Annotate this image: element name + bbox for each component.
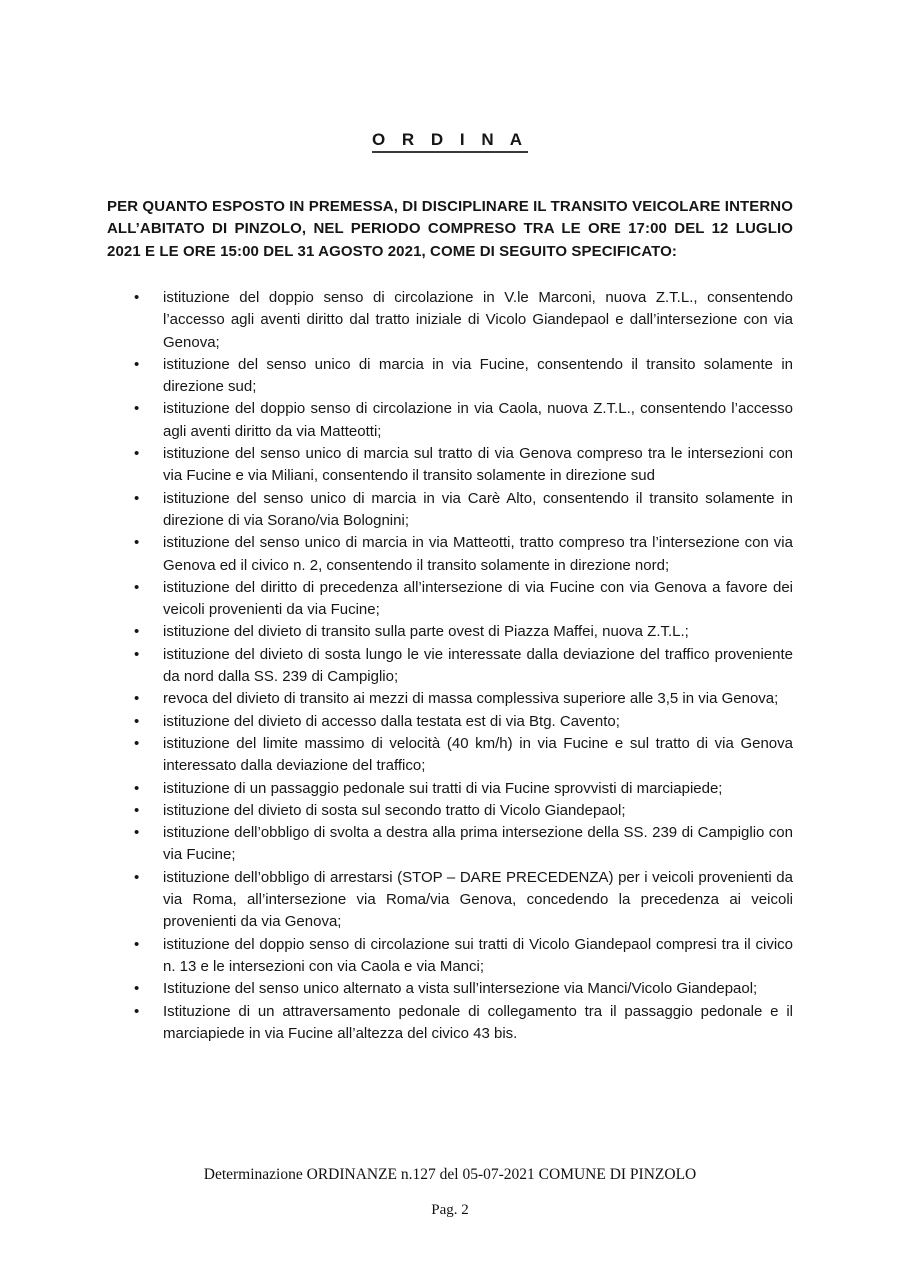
list-item: • istituzione del divieto di transito sulla parte ovest di Piazza Maffei, nuova Z.T.L.; bbox=[107, 621, 793, 643]
list-item: • istituzione del divieto di sosta lungo le vie interessate dalla deviazione del traffico proveniente da nord dalla SS. 239 di Campiglio; bbox=[107, 644, 793, 689]
list-item: • istituzione del doppio senso di circolazione in V.le Marconi, nuova Z.T.L., consentendo l’accesso agli aventi diritto dal tratto iniziale di Vicolo Giandepaol e dall’intersezione con via Genova; bbox=[107, 287, 793, 354]
list-item: • istituzione del limite massimo di velocità (40 km/h) in via Fucine e sul tratto di via Genova interessato dalla deviazione del traffico; bbox=[107, 733, 793, 778]
list-item: • istituzione del divieto di sosta sul secondo tratto di Vicolo Giandepaol; bbox=[107, 800, 793, 822]
list-item: • istituzione del senso unico di marcia in via Carè Alto, consentendo il transito solamente in direzione di via Sorano/via Bolognini; bbox=[107, 488, 793, 533]
list-item: • istituzione del doppio senso di circolazione sui tratti di Vicolo Giandepaol compresi tra il civico n. 13 e le intersezioni con via Caola e via Manci; bbox=[107, 934, 793, 979]
list-item: • istituzione del senso unico di marcia sul tratto di via Genova compreso tra le intersezioni con via Fucine e via Miliani, consentendo il transito solamente in direzione sud bbox=[107, 443, 793, 488]
list-item: • istituzione del divieto di accesso dalla testata est di via Btg. Cavento; bbox=[107, 711, 793, 733]
footer-determination: Determinazione ORDINANZE n.127 del 05-07-2021 COMUNE DI PINZOLO bbox=[203, 1166, 697, 1183]
list-item: • revoca del divieto di transito ai mezzi di massa complessiva superiore alle 3,5 in via Genova; bbox=[107, 688, 793, 710]
list-item: • istituzione del diritto di precedenza all’intersezione di via Fucine con via Genova a favore dei veicoli provenienti da via Fucine; bbox=[107, 577, 793, 622]
list-item: • istituzione del doppio senso di circolazione in via Caola, nuova Z.T.L., consentendo l’accesso agli aventi diritto da via Matteotti; bbox=[107, 398, 793, 443]
list-item: • Istituzione del senso unico alternato a vista sull’intersezione via Manci/Vicolo Giandepaol; bbox=[107, 978, 793, 1000]
list-item: • Istituzione di un attraversamento pedonale di collegamento tra il passaggio pedonale e il marciapiede in via Fucine all’altezza del civico 43 bis. bbox=[107, 1001, 793, 1046]
list-item: • istituzione di un passaggio pedonale sui tratti di via Fucine sprovvisti di marciapiede; bbox=[107, 778, 793, 800]
list-item: • istituzione dell’obbligo di arrestarsi (STOP – DARE PRECEDENZA) per i veicoli provenienti da via Roma, all’intersezione via Roma/via Genova, concedendo la precedenza ai veicoli provenienti da via Genova; bbox=[107, 867, 793, 934]
ordinance-list bbox=[107, 287, 793, 1045]
page-title bbox=[0, 130, 900, 150]
list-item: • istituzione del senso unico di marcia in via Matteotti, tratto compreso tra l’intersezione con via Genova ed il civico n. 2, consentendo il transito solamente in direzione nord; bbox=[107, 532, 793, 577]
list-item: • istituzione del senso unico di marcia in via Fucine, consentendo il transito solamente in direzione sud; bbox=[107, 354, 793, 399]
list-item: • istituzione dell’obbligo di svolta a destra alla prima intersezione della SS. 239 di Campiglio con via Fucine; bbox=[107, 822, 793, 867]
intro-paragraph: PER QUANTO ESPOSTO IN PREMESSA, DI DISCIPLINARE IL TRANSITO VEICOLARE INTERNO ALL’ABITATO DI PINZOLO, NEL PERIODO COMPRESO TRA LE ORE 17:00 DEL 12 LUGLIO 2021 E LE ORE 15:00 DEL 31 AGOSTO 2021, COME DI SEGUITO SPECIFICATO: bbox=[107, 198, 793, 260]
footer-page-number: Pag. 2 bbox=[431, 1202, 469, 1218]
page-title-text: O R D I N A bbox=[372, 130, 528, 153]
